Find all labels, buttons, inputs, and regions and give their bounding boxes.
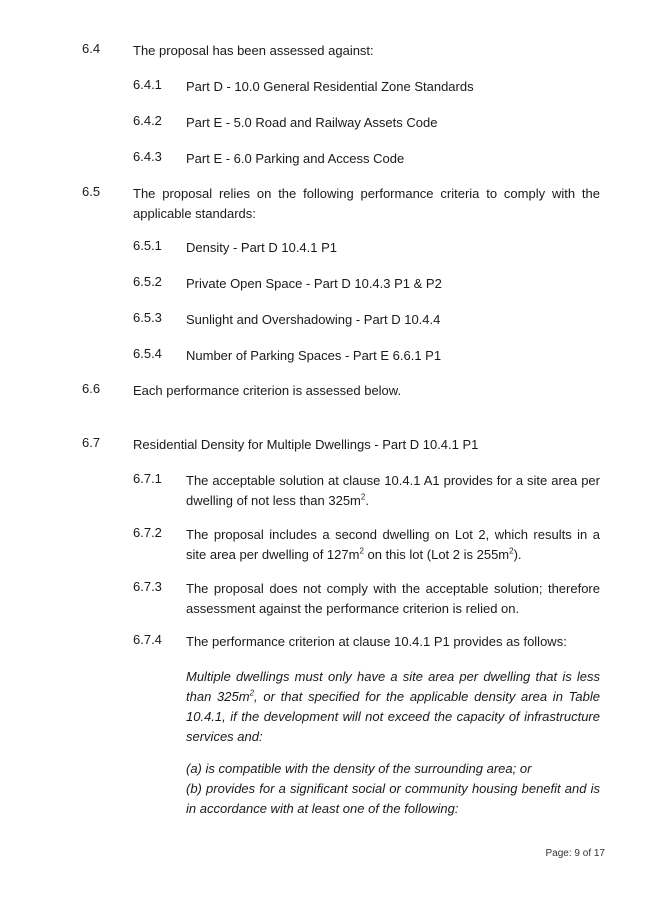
clause-number: 6.5.4 — [133, 346, 162, 361]
clause-number: 6.7.2 — [133, 525, 162, 540]
clause-number: 6.4 — [82, 41, 101, 56]
clause-number: 6.4.2 — [133, 113, 162, 128]
clause-number: 6.6 — [82, 381, 101, 396]
quote-item-b: (b) provides for a significant social or community housing benefit and is in accordance with at least one of the following: — [186, 781, 600, 816]
quote-paragraph: Multiple dwellings must only have a site area per dwelling that is less than $325m^2$, or that specified for the applicable density area in Table 10.4.1, if the development will not exceed the capacity of infrastructure services and: — [186, 669, 600, 744]
clause-number: 6.7.4 — [133, 632, 162, 647]
clause-number: 6.5.2 — [133, 274, 162, 289]
clause-number: 6.5.1 — [133, 238, 162, 253]
clause-text: The proposal relies on the following performance criteria to comply with the applicable standards: — [133, 186, 600, 221]
clause-text: Number of Parking Spaces - Part E 6.6.1 P1 — [186, 348, 442, 363]
clause-number: 6.5.3 — [133, 310, 162, 325]
page-number: Page: 9 of 17 — [545, 848, 605, 859]
clause-text: Density - Part D 10.4.1 P1 — [186, 240, 338, 255]
quote-item-a: (a) is compatible with the density of the surrounding area; or — [186, 761, 532, 776]
clause-heading: Residential Density for Multiple Dwellings - Part D 10.4.1 P1 — [133, 437, 479, 452]
clause-text: Part D - 10.0 General Residential Zone Standards — [186, 79, 474, 94]
clause-number: 6.7.1 — [133, 471, 162, 486]
clause-text: Part E - 6.0 Parking and Access Code — [186, 151, 405, 166]
clause-text: The proposal does not comply with the acceptable solution; therefore assessment against the performance criterion is relied on. — [186, 581, 600, 616]
clause-number: 6.7 — [82, 435, 101, 450]
clause-text: The acceptable solution at clause 10.4.1 A1 provides for a site area per dwelling of not less than $325m^2$. — [186, 473, 600, 508]
clause-text: Sunlight and Overshadowing - Part D 10.4.4 — [186, 312, 441, 327]
clause-number: 6.7.3 — [133, 579, 162, 594]
clause-text: Part E - 5.0 Road and Railway Assets Code — [186, 115, 438, 130]
clause-number: 6.5 — [82, 184, 101, 199]
clause-number: 6.4.3 — [133, 149, 162, 164]
clause-text: The proposal includes a second dwelling on Lot 2, which results in a site area per dwelling of $127m^2$ on this lot (Lot 2 is $255m^2$). — [186, 527, 600, 562]
clause-text: Each performance criterion is assessed below. — [133, 383, 402, 398]
clause-number: 6.4.1 — [133, 77, 162, 92]
clause-text: The proposal has been assessed against: — [133, 43, 374, 58]
clause-text: Private Open Space - Part D 10.4.3 P1 & P2 — [186, 276, 442, 291]
clause-text: The performance criterion at clause 10.4.1 P1 provides as follows: — [186, 634, 567, 649]
